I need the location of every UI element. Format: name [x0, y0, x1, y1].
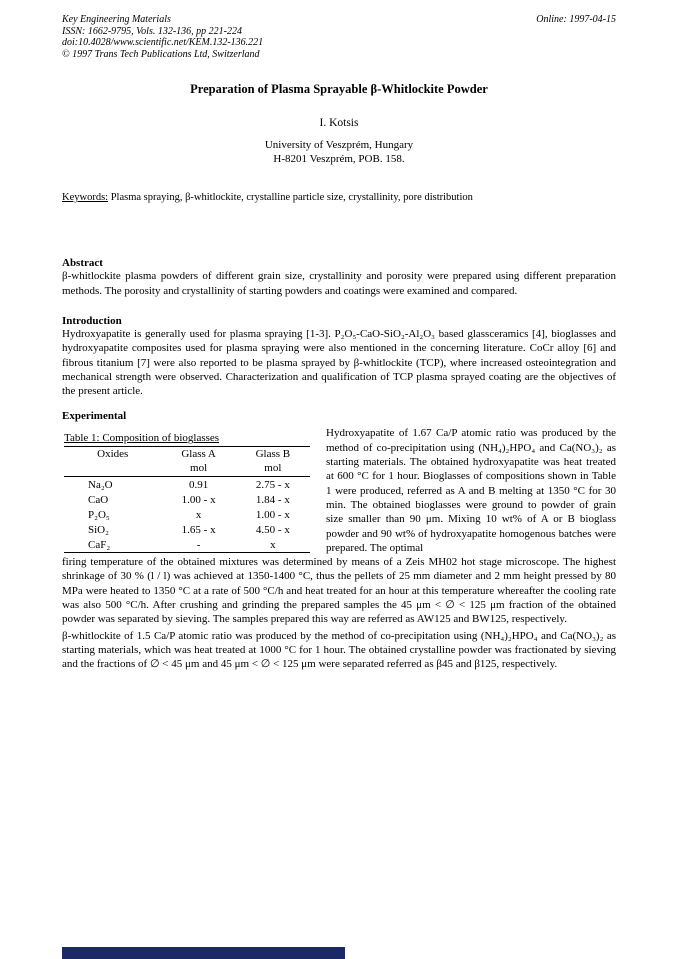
paper-header — [62, 14, 616, 60]
table-cell-glass-b: 4.50 - x — [255, 523, 290, 536]
experimental-paragraph-3: β-whitlockite of 1.5 Ca/P atomic ratio was produced by the method of co-precipitation using (NH₄)₂HPO₄ and Ca(NO₃)₂ as starting materials, which was heat treated at 1000 °C for 1 hour. The obtained crystalline powder was fractionated by sieving and the fractions of ∅ < 45 μm and 45 μm < ∅ < 125 μm were separated referred as β45 and β125, respectively. — [62, 629, 616, 671]
experimental-paragraph-2: firing temperature of the obtained mixtures was determined by means of a Zeis MH02 hot stage microscope. The highest shrinkage of 30 % (l / l) was achieved at 1350-1400 °C, thus the pellets of 25 mm diameter and 2 mm height pressed by 80 MPa were heated to 1350 °C at a rate of 500 °C/h and heat treated for an hour at this temperature whereafter the cooling rate was also 500 °C/h. After crushing and grinding the prepared samples the 45 μm < ∅ < 125 μm fraction of the obtained powder was separated by sieving. The samples prepared this way are referred as AW125 and BW125, respectively. — [62, 556, 616, 626]
experimental-section — [62, 410, 616, 671]
table-caption: Table 1: Composition of bioglasses — [64, 432, 220, 445]
journal-info-block — [62, 14, 263, 60]
table-body — [64, 477, 310, 553]
column-subheader-mol-a: mol — [162, 461, 236, 477]
table-row — [64, 522, 310, 537]
experimental-side-text: Hydroxyapatite of 1.67 Ca/P atomic ratio was produced by the method of co-precipitation using (NH₄)₂HPO₄ and Ca(NO₃)₂ as starting materials. The obtained hydroxyapatite was heat treated at 600 °C for 1 hour. Bioglasses of compositions shown in Table 1 were produced, referred as A and B melting at 1350 °C for 30 min. The obtained bioglasses were ground to powder of grain size smaller than 90 μm. Mixing 10 wt% of A or B bioglass powder and 90 wt% of hydroxyapatite homogenous batches were prepared. The optimal — [326, 427, 616, 554]
table-cell-glass-a: - — [196, 538, 201, 551]
table-cell-oxide: CaO — [88, 493, 109, 506]
table-cell-oxide: CaF₂ — [88, 538, 111, 551]
abstract-section — [62, 257, 616, 298]
issn-line: ISSN: 1662-9795, Vols. 132-136, pp 221-224 — [62, 25, 242, 37]
experimental-two-column-block — [62, 426, 616, 555]
keywords-text: Plasma spraying, β-whitlockite, crystalline particle size, crystallinity, pore distribution — [108, 192, 473, 204]
table-cell-oxide: SiO₂ — [88, 523, 109, 536]
paper-title: Preparation of Plasma Sprayable β-Whitlockite Powder — [190, 82, 488, 97]
author-name: I. Kotsis — [319, 117, 359, 130]
table-cell-glass-b: 1.84 - x — [255, 493, 290, 506]
table-row — [64, 477, 310, 493]
introduction-body: Hydroxyapatite is generally used for plasma spraying [1-3]. P₂O₅-CaO-SiO₂-Al₂O₃ based glassceramics [4], bioglasses and hydroxyapatite composites used for plasma spraying were also mentioned in the concerning literature. CoCr alloy [6] and fibrous titanium [7] were also reported to be plasma sprayed by β-whitlockite (TCP), where increased osteointegration and mechanical strength were observed. Characterization and qualification of TCP plasma sprayed coating are the objectives of the present article. — [62, 327, 616, 398]
affiliation-line-1: University of Veszprém, Hungary — [264, 139, 414, 152]
bioglass-table-block — [62, 426, 314, 555]
affiliation-line-2: H-8201 Veszprém, POB. 158. — [273, 152, 405, 165]
table-header — [64, 447, 310, 477]
column-header-oxides: Oxides — [97, 448, 129, 461]
table-cell-glass-b: 2.75 - x — [255, 478, 290, 491]
abstract-heading: Abstract — [62, 257, 103, 270]
table-cell-glass-a: x — [195, 508, 202, 521]
table-row — [64, 537, 310, 553]
experimental-heading: Experimental — [62, 410, 127, 423]
table-cell-glass-a: 0.91 — [188, 478, 209, 491]
column-subheader-blank — [64, 461, 162, 477]
introduction-heading: Introduction — [62, 314, 122, 327]
journal-name: Key Engineering Materials — [62, 14, 171, 25]
column-subheader-mol-b: mol — [236, 461, 310, 477]
column-header-glass-b: Glass B — [255, 448, 291, 461]
copyright-line: © 1997 Trans Tech Publications Ltd, Switzerland — [62, 48, 260, 60]
table-row — [64, 507, 310, 522]
footer-bar — [62, 947, 345, 959]
table-cell-glass-a: 1.00 - x — [181, 493, 216, 506]
abstract-body: β-whitlockite plasma powders of different grain size, crystallinity and porosity were prepared using different preparation methods. The porosity and crystallinity of starting powders and coatings were examined and compared. — [62, 270, 616, 297]
online-date: Online: 1997-04-15 — [536, 14, 616, 25]
introduction-section — [62, 315, 616, 398]
bioglass-composition-table — [64, 446, 310, 553]
doi-line: doi:10.4028/www.scientific.net/KEM.132-136.221 — [62, 37, 264, 49]
table-cell-oxide: P₂O₅ — [88, 508, 110, 521]
column-header-glass-a: Glass A — [181, 448, 216, 461]
table-cell-oxide: Na₂O — [88, 478, 113, 491]
keywords-line — [62, 192, 616, 203]
table-cell-glass-a: 1.65 - x — [181, 523, 216, 536]
table-row — [64, 492, 310, 507]
table-cell-glass-b: 1.00 - x — [255, 508, 290, 521]
table-cell-glass-b: x — [270, 538, 276, 551]
affiliation-block — [62, 139, 616, 166]
keywords-label: Keywords: — [62, 192, 109, 204]
